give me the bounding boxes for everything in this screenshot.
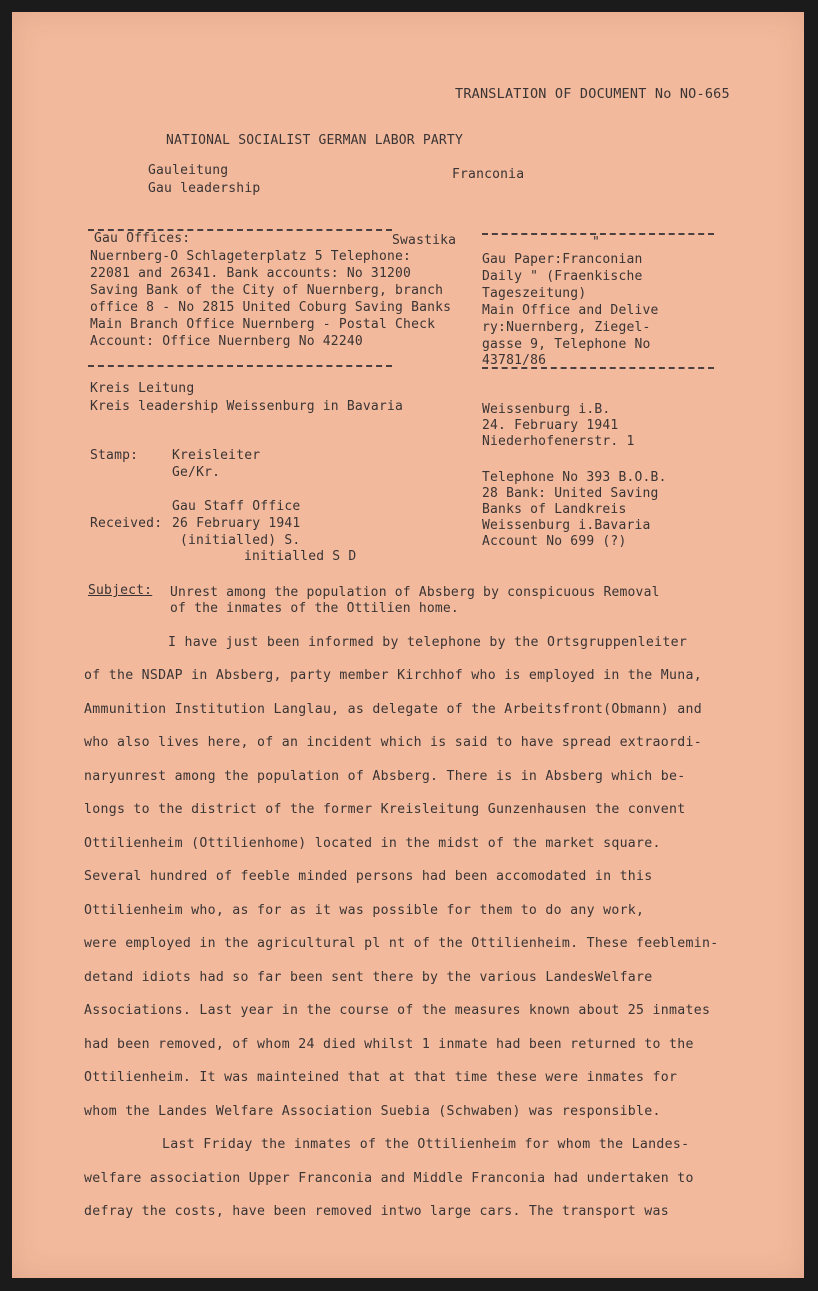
stamp-ge-kr: Ge/Kr. <box>172 465 221 480</box>
body-line: Ottilienheim (Ottilienhome) located in the midst of the market square. <box>84 836 661 851</box>
franconia-text: Franconia <box>452 167 525 182</box>
body-line: whom the Landes Welfare Association Suebia (Schwaben) was responsible. <box>84 1104 661 1119</box>
kreis-leitung: Kreis Leitung <box>90 381 195 396</box>
received-label: Received: <box>90 516 163 531</box>
gau-paper-line: gasse 9, Telephone No <box>482 337 651 352</box>
body-line: of the NSDAP in Absberg, party member Kirchhof who is employed in the Muna, <box>84 668 702 683</box>
body-line: naryunrest among the population of Absberg. There is in Absberg which be- <box>84 769 686 784</box>
telephone-line: Telephone No 393 B.O.B. <box>482 470 667 485</box>
body-line: were employed in the agricultural pl nt of the Ottilienheim. These feeblemin- <box>84 936 719 951</box>
gau-leadership-text: Gau leadership <box>148 181 261 196</box>
location-line: 24. February 1941 <box>482 418 619 433</box>
telephone-line: Account No 699 (?) <box>482 534 627 549</box>
divider-line <box>88 365 392 367</box>
gau-paper-line: Tageszeitung) <box>482 286 587 301</box>
gau-offices-label: Gau Offices: <box>94 231 191 246</box>
gau-paper-line: 43781/86 <box>482 353 547 368</box>
gau-offices-line: Account: Office Nuernberg No 42240 <box>90 334 363 349</box>
gauleitung-text: Gauleitung <box>148 163 229 178</box>
gau-paper-line: Daily " (Fraenkische <box>482 269 643 284</box>
kreis-leadership: Kreis leadership Weissenburg in Bavaria <box>90 399 404 414</box>
subject-line: Unrest among the population of Absberg by conspicuous Removal <box>170 585 660 600</box>
body-line: who also lives here, of an incident which is said to have spread extraordi- <box>84 735 702 750</box>
received-initialled-sd: initialled S D <box>244 549 357 564</box>
body-line: Associations. Last year in the course of the measures known about 25 inmates <box>84 1003 711 1018</box>
divider-line <box>482 367 714 369</box>
body-line: Several hundred of feeble minded persons had been accomodated in this <box>84 869 653 884</box>
subject-line: of the inmates of the Ottilien home. <box>170 601 459 616</box>
location-line: Niederhofenerstr. 1 <box>482 434 635 449</box>
document-page <box>12 12 804 1278</box>
location-line: Weissenburg i.B. <box>482 402 611 417</box>
translation-label: TRANSLATION OF DOCUMENT No NO-665 <box>455 86 730 102</box>
received-initialled: (initialled) S. <box>180 533 301 548</box>
gau-offices-line: office 8 - No 2815 United Coburg Saving Banks <box>90 300 452 315</box>
body-line: detand idiots had so far been sent there by the various LandesWelfare <box>84 970 653 985</box>
telephone-line: Weissenburg i.Bavaria <box>482 518 651 533</box>
quote-mark: " <box>592 235 601 250</box>
stamp-label: Stamp: <box>90 448 139 463</box>
gau-paper-line: Gau Paper:Franconian <box>482 252 643 267</box>
subject-label: Subject: <box>88 583 153 598</box>
telephone-line: Banks of Landkreis <box>482 502 627 517</box>
gau-offices-line: Main Branch Office Nuernberg - Postal Check <box>90 317 436 332</box>
gau-offices-line: 22081 and 26341. Bank accounts: No 31200 <box>90 266 412 281</box>
stamp-kreisleiter: Kreisleiter <box>172 448 261 463</box>
body-line: I have just been informed by telephone by the Ortsgruppenleiter <box>168 635 688 650</box>
received-date: 26 February 1941 <box>172 516 301 531</box>
swastika-text: Swastika <box>392 233 457 248</box>
body-line: Ammunition Institution Langlau, as delegate of the Arbeitsfront(Obmann) and <box>84 702 702 717</box>
body-line: defray the costs, have been removed intwo large cars. The transport was <box>84 1204 670 1219</box>
body-line: Ottilienheim. It was mainteined that at that time these were inmates for <box>84 1070 678 1085</box>
body-line: Last Friday the inmates of the Ottilienheim for whom the Landes- <box>162 1137 690 1152</box>
body-line: welfare association Upper Franconia and Middle Franconia had undertaken to <box>84 1171 694 1186</box>
gau-offices-line: Nuernberg-O Schlageterplatz 5 Telephone: <box>90 249 412 264</box>
gau-paper-line: Main Office and Delive <box>482 303 659 318</box>
party-title: NATIONAL SOCIALIST GERMAN LABOR PARTY <box>166 133 463 148</box>
body-line: longs to the district of the former Kreisleitung Gunzenhausen the convent <box>84 802 686 817</box>
telephone-line: 28 Bank: United Saving <box>482 486 659 501</box>
body-line: Ottilienheim who, as for as it was possible for them to do any work, <box>84 903 645 918</box>
gau-paper-line: ry:Nuernberg, Ziegel- <box>482 320 651 335</box>
body-line: had been removed, of whom 24 died whilst 1 inmate had been returned to the <box>84 1037 694 1052</box>
gau-staff-office: Gau Staff Office <box>172 499 301 514</box>
gau-offices-line: Saving Bank of the City of Nuernberg, branch <box>90 283 444 298</box>
